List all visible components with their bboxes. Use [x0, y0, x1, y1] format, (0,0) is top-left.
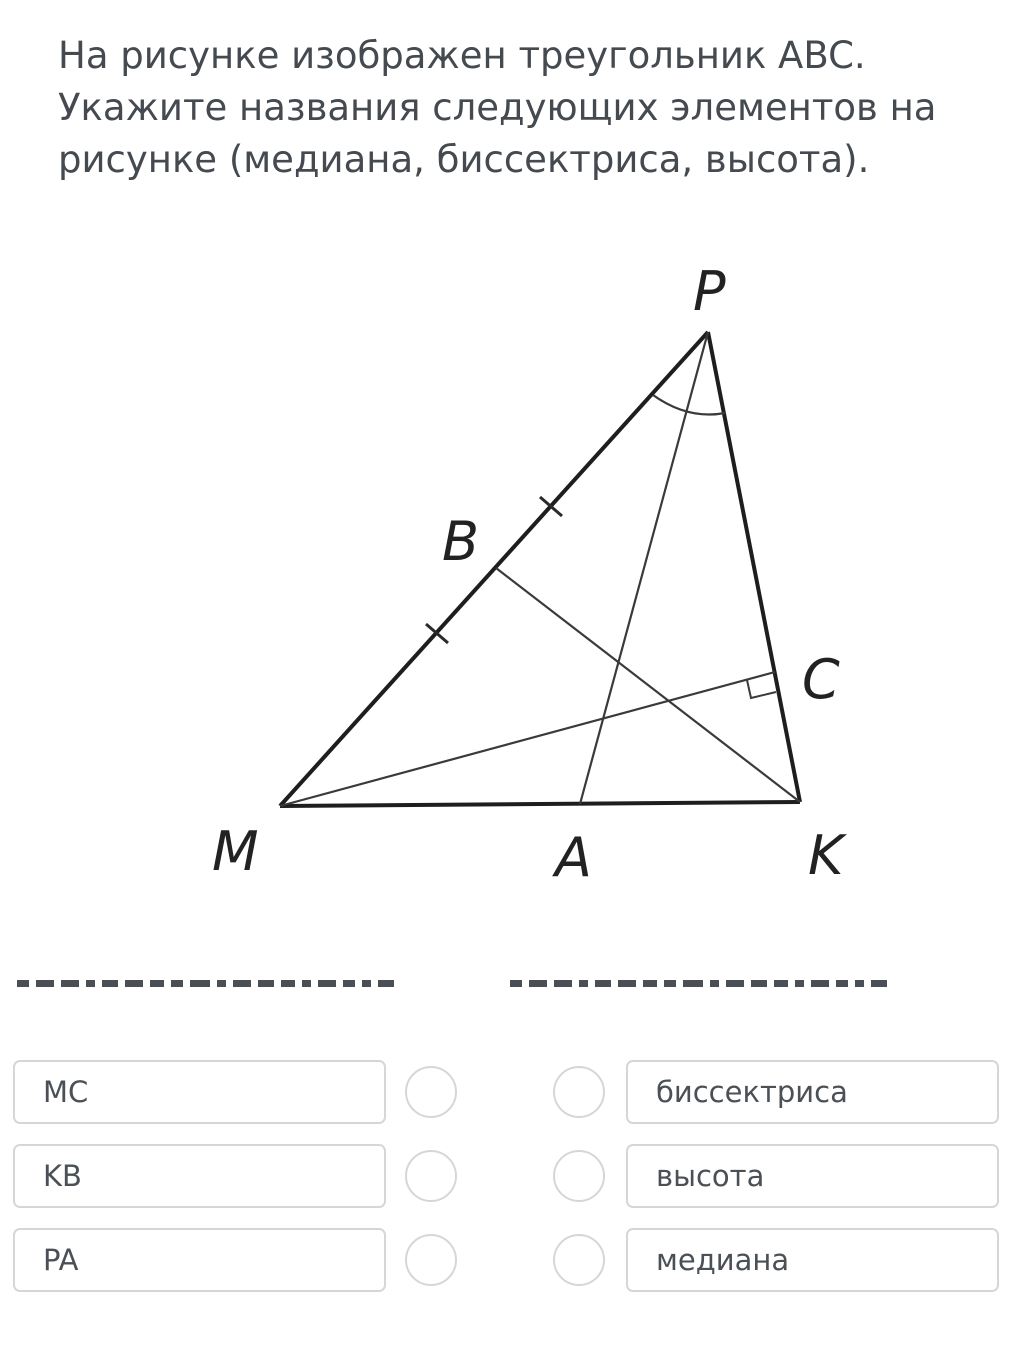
right-angle-mark: [747, 680, 776, 698]
vertex-label-b: B: [442, 510, 480, 573]
vertex-label-m: M: [212, 820, 259, 883]
left-item-kb[interactable]: KB: [13, 1144, 386, 1208]
vertex-label-k: K: [808, 824, 844, 887]
right-connector-1[interactable]: [553, 1066, 605, 1118]
question-text: На рисунке изображен треугольник ABC. Укажите названия следующих элементов на рисунке (медиана, биссектриса, высота).: [58, 34, 937, 181]
left-item-pa[interactable]: PA: [13, 1228, 386, 1292]
side-pk: [708, 332, 800, 802]
right-connector-3[interactable]: [553, 1234, 605, 1286]
left-item-mc[interactable]: MC: [13, 1060, 386, 1124]
segment-mc: [280, 672, 775, 806]
right-connector-2[interactable]: [553, 1150, 605, 1202]
right-item-bisector[interactable]: биссектриса: [626, 1060, 999, 1124]
divider-left: [17, 980, 394, 988]
divider-right: [510, 980, 887, 988]
side-mk: [280, 802, 800, 806]
left-connector-1[interactable]: [405, 1066, 457, 1118]
left-connector-3[interactable]: [405, 1234, 457, 1286]
segment-kb: [496, 568, 800, 802]
right-item-median[interactable]: медиана: [626, 1228, 999, 1292]
vertex-label-p: P: [693, 260, 726, 323]
triangle-diagram: [190, 240, 890, 900]
vertex-label-c: C: [802, 648, 840, 711]
triangle-figure: [190, 240, 890, 900]
right-item-altitude[interactable]: высота: [626, 1144, 999, 1208]
left-connector-2[interactable]: [405, 1150, 457, 1202]
vertex-label-a: A: [555, 826, 592, 889]
